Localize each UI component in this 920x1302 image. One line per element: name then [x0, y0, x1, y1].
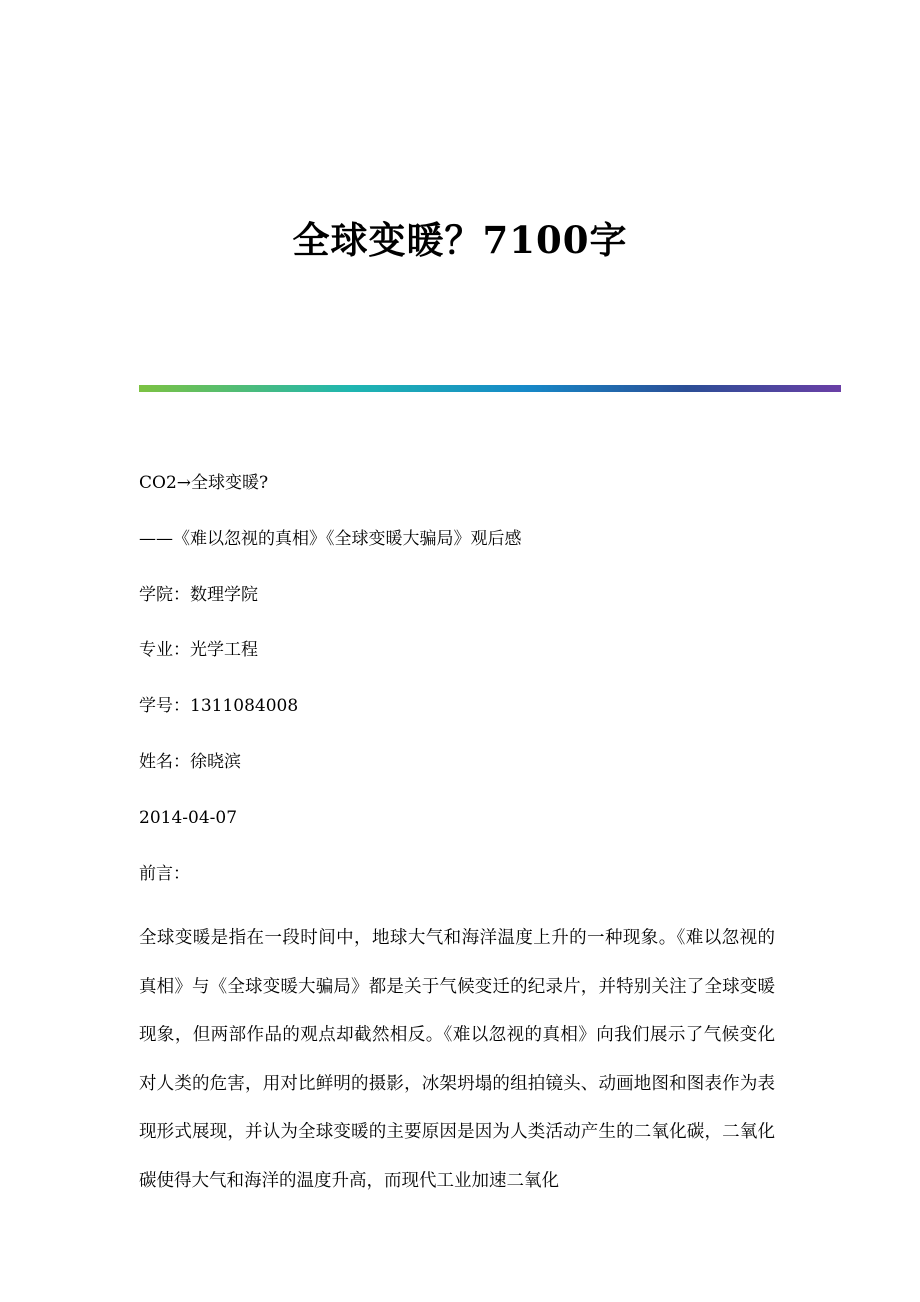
- subtitle-review: ——《难以忽视的真相》《全球变暖大骗局》观后感: [139, 529, 522, 549]
- preface-paragraph: 全球变暖是指在一段时间中，地球大气和海洋温度上升的一种现象。《难以忽视的真相》与《全球变暖大骗局》都是关于气候变迁的纪录片，并特别关注了全球变暖现象，但两部作品的观点却截然相反。《难以忽视的真相》向我们展示了气候变化对人类的危害，用对比鲜明的摄影，冰架坍塌的组拍镜头、动画地图和图表作为表现形式展现，并认为全球变暖的主要原因是因为人类活动产生的二氧化碳，二氧化碳使得大气和海洋的温度升高，而现代工业加速二氧化: [139, 928, 775, 1191]
- preface-heading: 前言：: [139, 864, 190, 884]
- document-title: 全球变暖？7100字: [292, 218, 628, 262]
- heading-co2: CO2→全球变暖?: [139, 473, 269, 493]
- date-line: 2014-04-07: [139, 808, 238, 828]
- gradient-divider: [139, 385, 841, 392]
- student-id-line: 学号：1311084008: [139, 696, 299, 716]
- major-line: 专业：光学工程: [139, 640, 258, 660]
- name-line: 姓名：徐晓滨: [139, 752, 241, 772]
- college-line: 学院：数理学院: [139, 585, 258, 605]
